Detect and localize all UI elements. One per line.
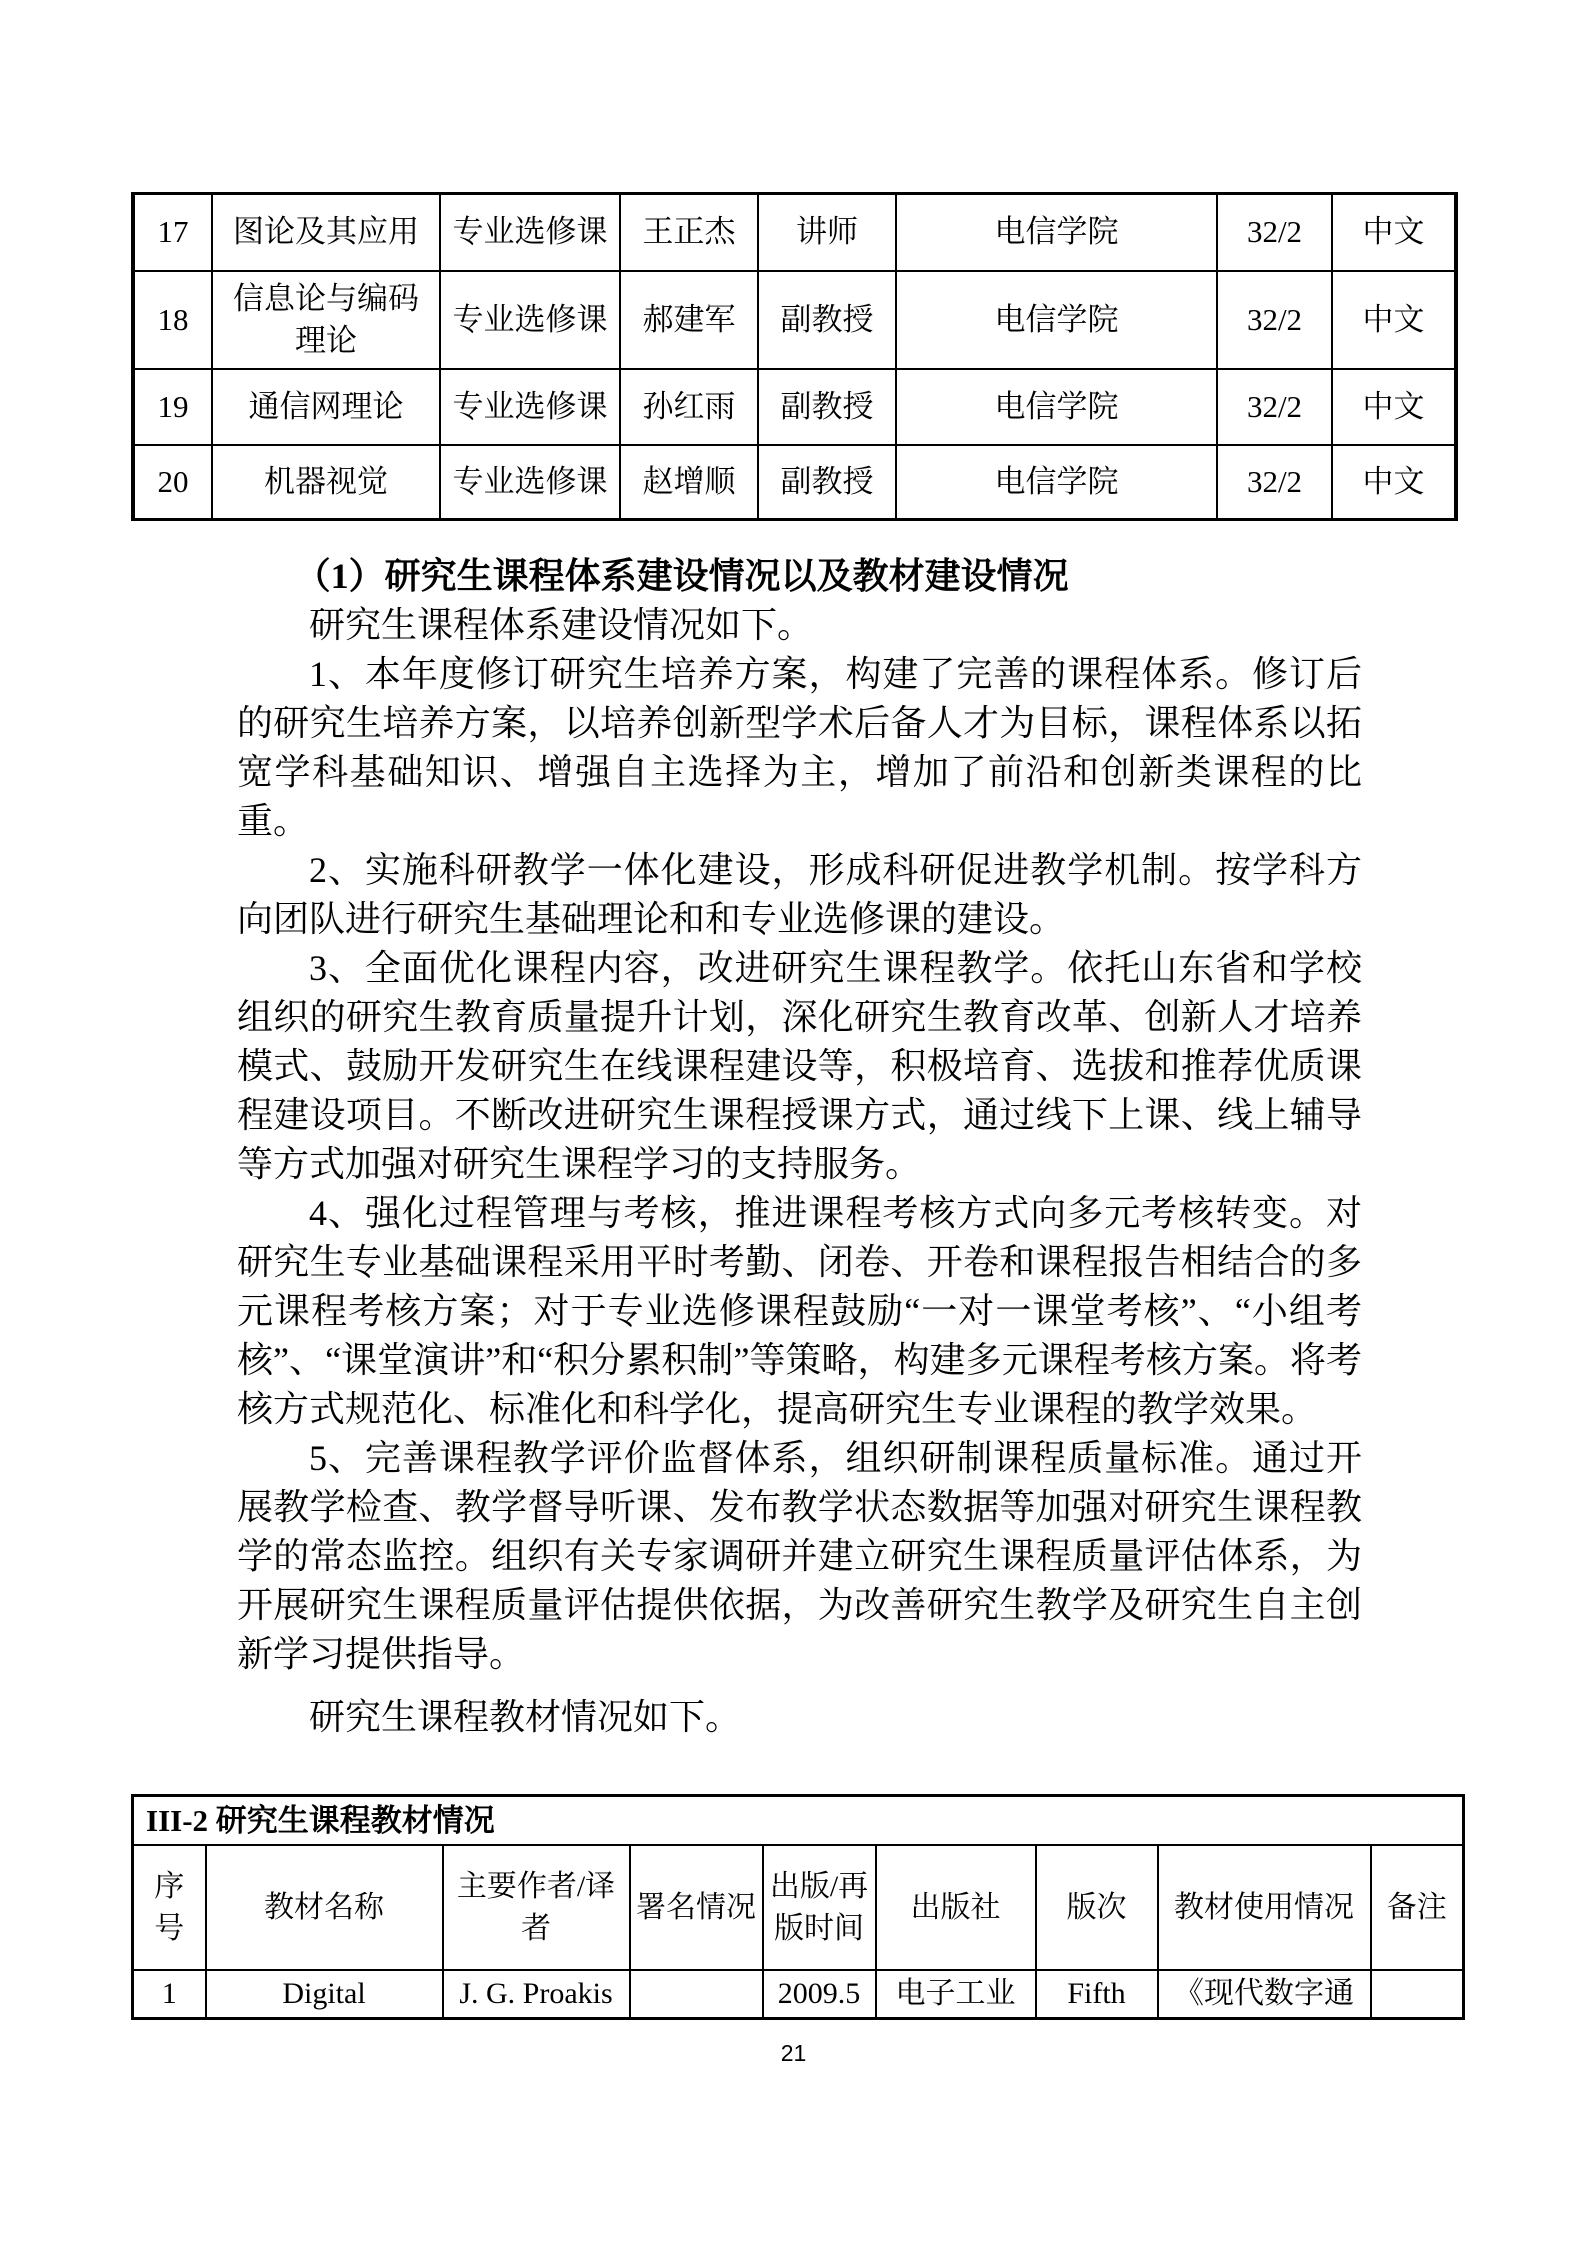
cell-publisher: 电子工业 bbox=[876, 1970, 1036, 2019]
header-publisher: 出版社 bbox=[876, 1845, 1036, 1970]
cell-language: 中文 bbox=[1332, 194, 1456, 271]
cell-author-translator: J. G. Proakis bbox=[443, 1970, 630, 2019]
paragraph-intro: 研究生课程体系建设情况如下。 bbox=[309, 605, 814, 645]
cell-course-name: 图论及其应用 bbox=[212, 194, 440, 271]
table-row bbox=[133, 445, 1456, 520]
table-row bbox=[133, 271, 1456, 369]
table-row bbox=[133, 194, 1456, 271]
cell-teacher: 郝建军 bbox=[620, 271, 758, 369]
cell-college: 电信学院 bbox=[896, 369, 1217, 445]
cell-title: 副教授 bbox=[758, 271, 896, 369]
header-textbook-name: 教材名称 bbox=[206, 1845, 443, 1970]
cell-course-type: 专业选修课 bbox=[440, 369, 620, 445]
header-author-translator: 主要作者/译者 bbox=[443, 1845, 630, 1970]
page-number: 21 bbox=[780, 2040, 807, 2066]
cell-course-type: 专业选修课 bbox=[440, 194, 620, 271]
cell-title: 讲师 bbox=[758, 194, 896, 271]
cell-course-type: 专业选修课 bbox=[440, 271, 620, 369]
materials-table bbox=[131, 1794, 1465, 2020]
cell-college: 电信学院 bbox=[896, 271, 1217, 369]
paragraph-5: 5、完善课程教学评价监督体系，组织研制课程质量标准。通过开展教学检查、教学督导听课、发布教学状态数据等加强对研究生课程教学的常态监控。组织有关专家调研并建立研究生课程质量评估体系，为开展研究生课程质量评估提供依据，为改善研究生教学及研究生自主创新学习提供指导。 bbox=[237, 1438, 1362, 1674]
paragraph-materials-intro: 研究生课程教材情况如下。 bbox=[309, 1697, 742, 1737]
cell-row-number: 18 bbox=[133, 271, 212, 369]
course-table bbox=[131, 192, 1458, 521]
cell-teacher: 王正杰 bbox=[620, 194, 758, 271]
header-edition: 版次 bbox=[1036, 1845, 1158, 1970]
header-attribution: 署名情况 bbox=[630, 1845, 763, 1970]
cell-row-number: 19 bbox=[133, 369, 212, 445]
cell-language: 中文 bbox=[1332, 271, 1456, 369]
materials-table-title: III-2 研究生课程教材情况 bbox=[133, 1796, 1464, 1846]
cell-course-name: 机器视觉 bbox=[212, 445, 440, 520]
cell-edition: Fifth bbox=[1036, 1970, 1158, 2019]
section-body bbox=[237, 552, 1362, 1742]
header-remarks: 备注 bbox=[1371, 1845, 1464, 1970]
cell-title: 副教授 bbox=[758, 445, 896, 520]
cell-title: 副教授 bbox=[758, 369, 896, 445]
cell-row-number: 17 bbox=[133, 194, 212, 271]
cell-hours-credits: 32/2 bbox=[1217, 445, 1332, 520]
cell-textbook-name: Digital bbox=[206, 1970, 443, 2019]
cell-attribution bbox=[630, 1970, 763, 2019]
cell-publish-date: 2009.5 bbox=[763, 1970, 876, 2019]
table-row bbox=[133, 1845, 1464, 1970]
paragraph-2: 2、实施科研教学一体化建设，形成科研促进教学机制。按学科方向团队进行研究生基础理论和和专业选修课的建设。 bbox=[237, 850, 1362, 939]
paragraph-4: 4、强化过程管理与考核，推进课程考核方式向多元考核转变。对研究生专业基础课程采用平时考勤、闭卷、开卷和课程报告相结合的多元课程考核方案；对于专业选修课程鼓励“一对一课堂考核”、“小组考核”、“课堂演讲”和“积分累积制”等策略，构建多元课程考核方案。将考核方式规范化、标准化和科学化，提高研究生专业课程的教学效果。 bbox=[237, 1193, 1362, 1429]
cell-teacher: 赵增顺 bbox=[620, 445, 758, 520]
paragraph-1: 1、本年度修订研究生培养方案，构建了完善的课程体系。修订后的研究生培养方案，以培养创新型学术后备人才为目标，课程体系以拓宽学科基础知识、增强自主选择为主，增加了前沿和创新类课程的比重。 bbox=[237, 654, 1362, 841]
cell-teacher: 孙红雨 bbox=[620, 369, 758, 445]
cell-language: 中文 bbox=[1332, 369, 1456, 445]
table-row bbox=[133, 1796, 1464, 1846]
cell-hours-credits: 32/2 bbox=[1217, 194, 1332, 271]
cell-language: 中文 bbox=[1332, 445, 1456, 520]
cell-remarks bbox=[1371, 1970, 1464, 2019]
table-row bbox=[133, 369, 1456, 445]
header-usage: 教材使用情况 bbox=[1158, 1845, 1371, 1970]
paragraph-3: 3、全面优化课程内容，改进研究生课程教学。依托山东省和学校组织的研究生教育质量提升计划，深化研究生教育改革、创新人才培养模式、鼓励开发研究生在线课程建设等，积极培育、选拔和推荐优质课程建设项目。不断改进研究生课程授课方式，通过线下上课、线上辅导等方式加强对研究生课程学习的支持服务。 bbox=[237, 948, 1362, 1184]
section-heading: （1）研究生课程体系建设情况以及教材建设情况 bbox=[294, 556, 1069, 596]
cell-college: 电信学院 bbox=[896, 445, 1217, 520]
table-row bbox=[133, 1970, 1464, 2019]
cell-college: 电信学院 bbox=[896, 194, 1217, 271]
cell-index: 1 bbox=[133, 1970, 206, 2019]
cell-course-type: 专业选修课 bbox=[440, 445, 620, 520]
cell-hours-credits: 32/2 bbox=[1217, 369, 1332, 445]
header-index: 序号 bbox=[133, 1845, 206, 1970]
cell-usage: 《现代数字通 bbox=[1158, 1970, 1371, 2019]
cell-row-number: 20 bbox=[133, 445, 212, 520]
cell-hours-credits: 32/2 bbox=[1217, 271, 1332, 369]
header-publish-date: 出版/再版时间 bbox=[763, 1845, 876, 1970]
cell-course-name: 信息论与编码理论 bbox=[212, 271, 440, 369]
cell-course-name: 通信网理论 bbox=[212, 369, 440, 445]
